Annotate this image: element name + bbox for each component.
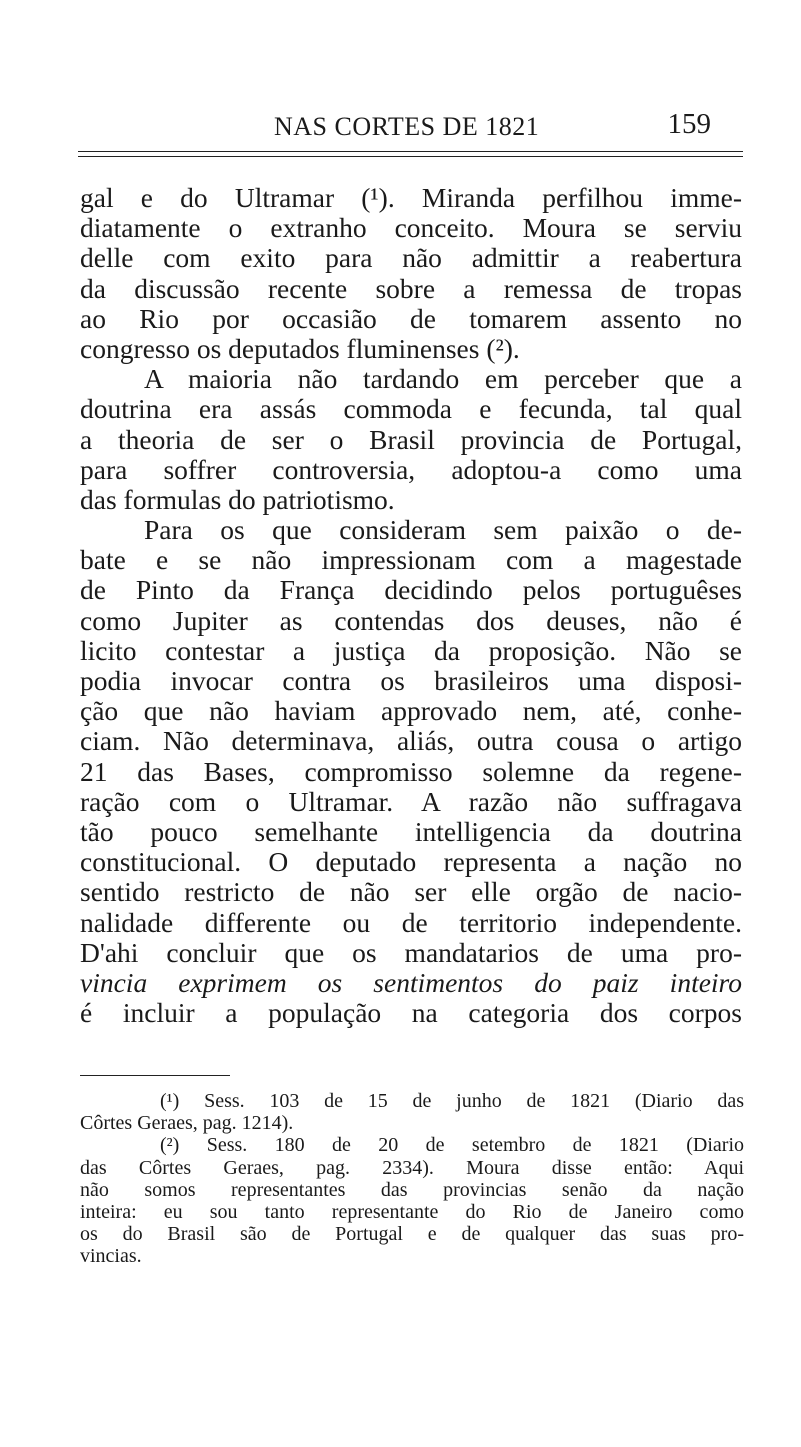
text-line: D'ahi concluir que os mandatarios de uma pro-	[80, 936, 742, 968]
text-line: de Pinto da França decidindo pelos portuguêses	[80, 574, 742, 606]
footnote-line: não somos representantes das provincias senão da nação	[80, 1178, 744, 1201]
text-line: bate e se não impressionam com a magestade	[80, 544, 742, 576]
text-line: para soffrer controversia, adoptou-a como uma	[80, 453, 742, 485]
text-line: podia invocar contra os brasileiros uma disposi-	[80, 665, 742, 696]
footnote-line: das Côrtes Geraes, pag. 2334). Moura disse então: Aqui	[80, 1156, 744, 1179]
main-text	[80, 183, 742, 1028]
text-line: doutrina era assás commoda e fecunda, tal qual	[80, 393, 742, 425]
text-line: das formulas do patriotismo.	[80, 483, 395, 515]
text-line: constitucional. O deputado representa a nação no	[80, 846, 742, 878]
text-line: da discussão recente sobre a remessa de tropas	[80, 272, 742, 304]
footnote-rule	[80, 1075, 230, 1076]
text-line: ciam. Não determinava, aliás, outra cousa o artigo	[80, 725, 742, 757]
text-line: como Jupiter as contendas dos deuses, não é	[80, 604, 742, 636]
footnote-line: Côrtes Geraes, pag. 1214).	[80, 1112, 294, 1135]
text-line: Para os que consideram sem paixão o de-	[144, 514, 742, 546]
text-line: delle com exito para não admittir a reabertura	[80, 242, 742, 274]
text-line: ção que não haviam approvado nem, até, conhe-	[80, 695, 742, 727]
footnote-line: inteira: eu sou tanto representante do Rio de Janeiro como	[80, 1200, 744, 1223]
footnote-line: os do Brasil são de Portugal e de qualquer das suas pro-	[80, 1223, 744, 1246]
footnote-line: (²) Sess. 180 de 20 de setembro de 1821 (Diario	[160, 1134, 744, 1157]
italic-phrase: vincia exprimem os sentimentos do paiz inteiro	[80, 966, 742, 998]
text-line: ração com o Ultramar. A razão não suffragava	[80, 785, 742, 817]
text-line: nalidade differente ou de territorio independente.	[80, 906, 742, 938]
running-title: NAS CORTES DE 1821	[274, 112, 540, 141]
running-head	[78, 108, 743, 152]
text-line: tão pouco semelhante intelligencia da doutrina	[80, 815, 742, 847]
text-line: gal e do Ultramar (¹). Miranda perfilhou imme-	[80, 182, 742, 213]
text-line: é incluir a população na categoria dos corpos	[80, 997, 742, 1029]
italic-text-line	[80, 968, 742, 998]
text-line: diatamente o extranho conceito. Moura se serviu	[80, 212, 742, 244]
footnotes	[80, 1090, 744, 1268]
text-line: sentido restricto de não ser elle orgão de nacio-	[80, 876, 742, 908]
text-line: 21 das Bases, compromisso solemne da regene-	[80, 755, 742, 787]
text-line: congresso os deputados fluminenses (²).	[80, 332, 520, 364]
text-line: A maioria não tardando em perceber que a	[144, 363, 742, 395]
text-line: licito contestar a justiça da proposição. Não se	[80, 634, 742, 666]
text-line: a theoria de ser o Brasil provincia de Portugal,	[80, 423, 742, 455]
footnote-line: (¹) Sess. 103 de 15 de junho de 1821 (Diario das	[160, 1090, 744, 1112]
footnote-line: vincias.	[80, 1245, 142, 1268]
page-number: 159	[667, 108, 711, 140]
header-double-rule	[78, 151, 743, 157]
text-line: ao Rio por occasião de tomarem assento no	[80, 302, 742, 334]
